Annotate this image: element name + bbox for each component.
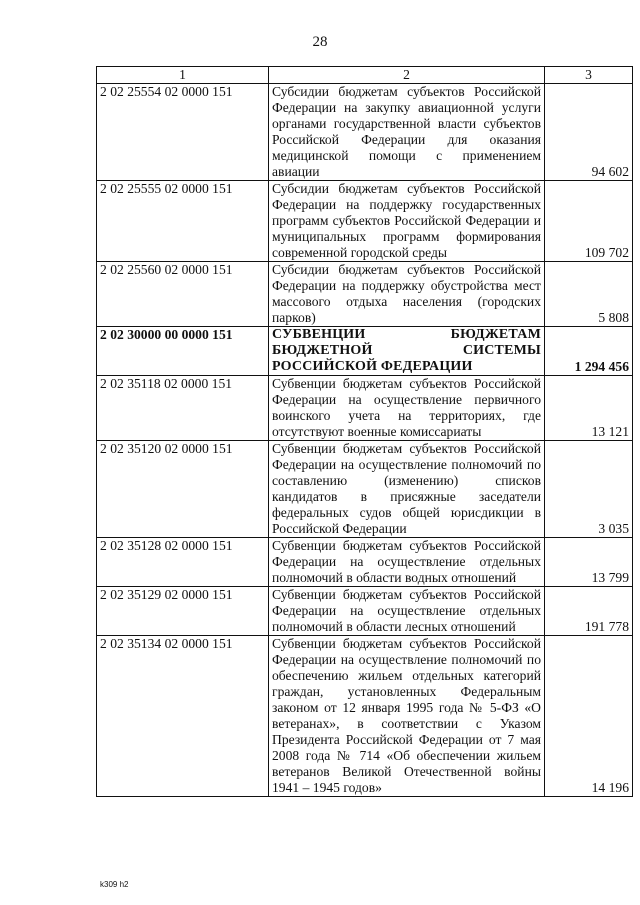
column-header-code: 1 xyxy=(97,67,269,84)
budget-code-cell: 2 02 30000 00 0000 151 xyxy=(97,327,269,376)
table-row xyxy=(97,327,633,376)
description-cell: Субвенции бюджетам субъектов Российской Федерации на осуществление полномочий по составлению (изменению) списков кандидатов в присяжные заседатели федеральных судов общей юрисдикции в Российской Федерации xyxy=(269,441,545,538)
description-cell: Субвенции бюджетам субъектов Российской Федерации на осуществление первичного воинского учета на территориях, где отсутствуют военные комиссариаты xyxy=(269,376,545,441)
table-row xyxy=(97,181,633,262)
table-header xyxy=(97,67,633,84)
amount-cell: 5 808 xyxy=(545,262,633,327)
description-cell: Субвенции бюджетам субъектов Российской Федерации на осуществление отдельных полномочий в области лесных отношений xyxy=(269,587,545,636)
budget-code-cell: 2 02 35134 02 0000 151 xyxy=(97,636,269,797)
column-header-description: 2 xyxy=(269,67,545,84)
table-row xyxy=(97,84,633,181)
amount-cell: 94 602 xyxy=(545,84,633,181)
amount-cell: 13 121 xyxy=(545,376,633,441)
budget-code-cell: 2 02 35118 02 0000 151 xyxy=(97,376,269,441)
footer-code: k309 h2 xyxy=(100,880,129,889)
table-row xyxy=(97,441,633,538)
amount-cell: 1 294 456 xyxy=(545,327,633,376)
description-cell: Субсидии бюджетам субъектов Российской Федерации на поддержку обустройства мест массового отдыха населения (городских парков) xyxy=(269,262,545,327)
description-cell: Субвенции бюджетам субъектов Российской Федерации на осуществление отдельных полномочий в области водных отношений xyxy=(269,538,545,587)
budget-code-cell: 2 02 35129 02 0000 151 xyxy=(97,587,269,636)
page-number: 28 xyxy=(312,34,328,50)
table-row xyxy=(97,262,633,327)
description-cell: Субвенции бюджетам субъектов Российской Федерации на осуществление полномочий по обеспечению жильем отдельных категорий граждан, установленных Федеральным законом от 12 января 1995 года № 5-ФЗ «О ветеранах», в соответствии с Указом Президента Российской Федерации от 7 мая 2008 года № 714 «Об обеспечении жильем ветеранов Великой Отечественной войны 1941 – 1945 годов» xyxy=(269,636,545,797)
column-header-amount: 3 xyxy=(545,67,633,84)
amount-cell: 109 702 xyxy=(545,181,633,262)
table-row xyxy=(97,636,633,797)
description-cell: Субсидии бюджетам субъектов Российской Федерации на поддержку государственных программ субъектов Российской Федерации и муниципальных программ формирования современной городской среды xyxy=(269,181,545,262)
budget-table xyxy=(96,66,633,797)
amount-cell: 13 799 xyxy=(545,538,633,587)
budget-code-cell: 2 02 25555 02 0000 151 xyxy=(97,181,269,262)
amount-cell: 14 196 xyxy=(545,636,633,797)
description-cell: СУБВЕНЦИИ БЮДЖЕТАМ БЮДЖЕТНОЙ СИСТЕМЫ РОССИЙСКОЙ ФЕДЕРАЦИИ xyxy=(269,327,545,376)
budget-code-cell: 2 02 35128 02 0000 151 xyxy=(97,538,269,587)
table-body xyxy=(97,84,633,797)
budget-code-cell: 2 02 25554 02 0000 151 xyxy=(97,84,269,181)
amount-cell: 3 035 xyxy=(545,441,633,538)
header-row xyxy=(97,67,633,84)
budget-code-cell: 2 02 35120 02 0000 151 xyxy=(97,441,269,538)
table-row xyxy=(97,587,633,636)
description-cell: Субсидии бюджетам субъектов Российской Федерации на закупку авиационной услуги органами государственной власти субъектов Российской Федерации для оказания медицинской помощи с применением авиации xyxy=(269,84,545,181)
budget-code-cell: 2 02 25560 02 0000 151 xyxy=(97,262,269,327)
amount-cell: 191 778 xyxy=(545,587,633,636)
table-row xyxy=(97,538,633,587)
table-row xyxy=(97,376,633,441)
